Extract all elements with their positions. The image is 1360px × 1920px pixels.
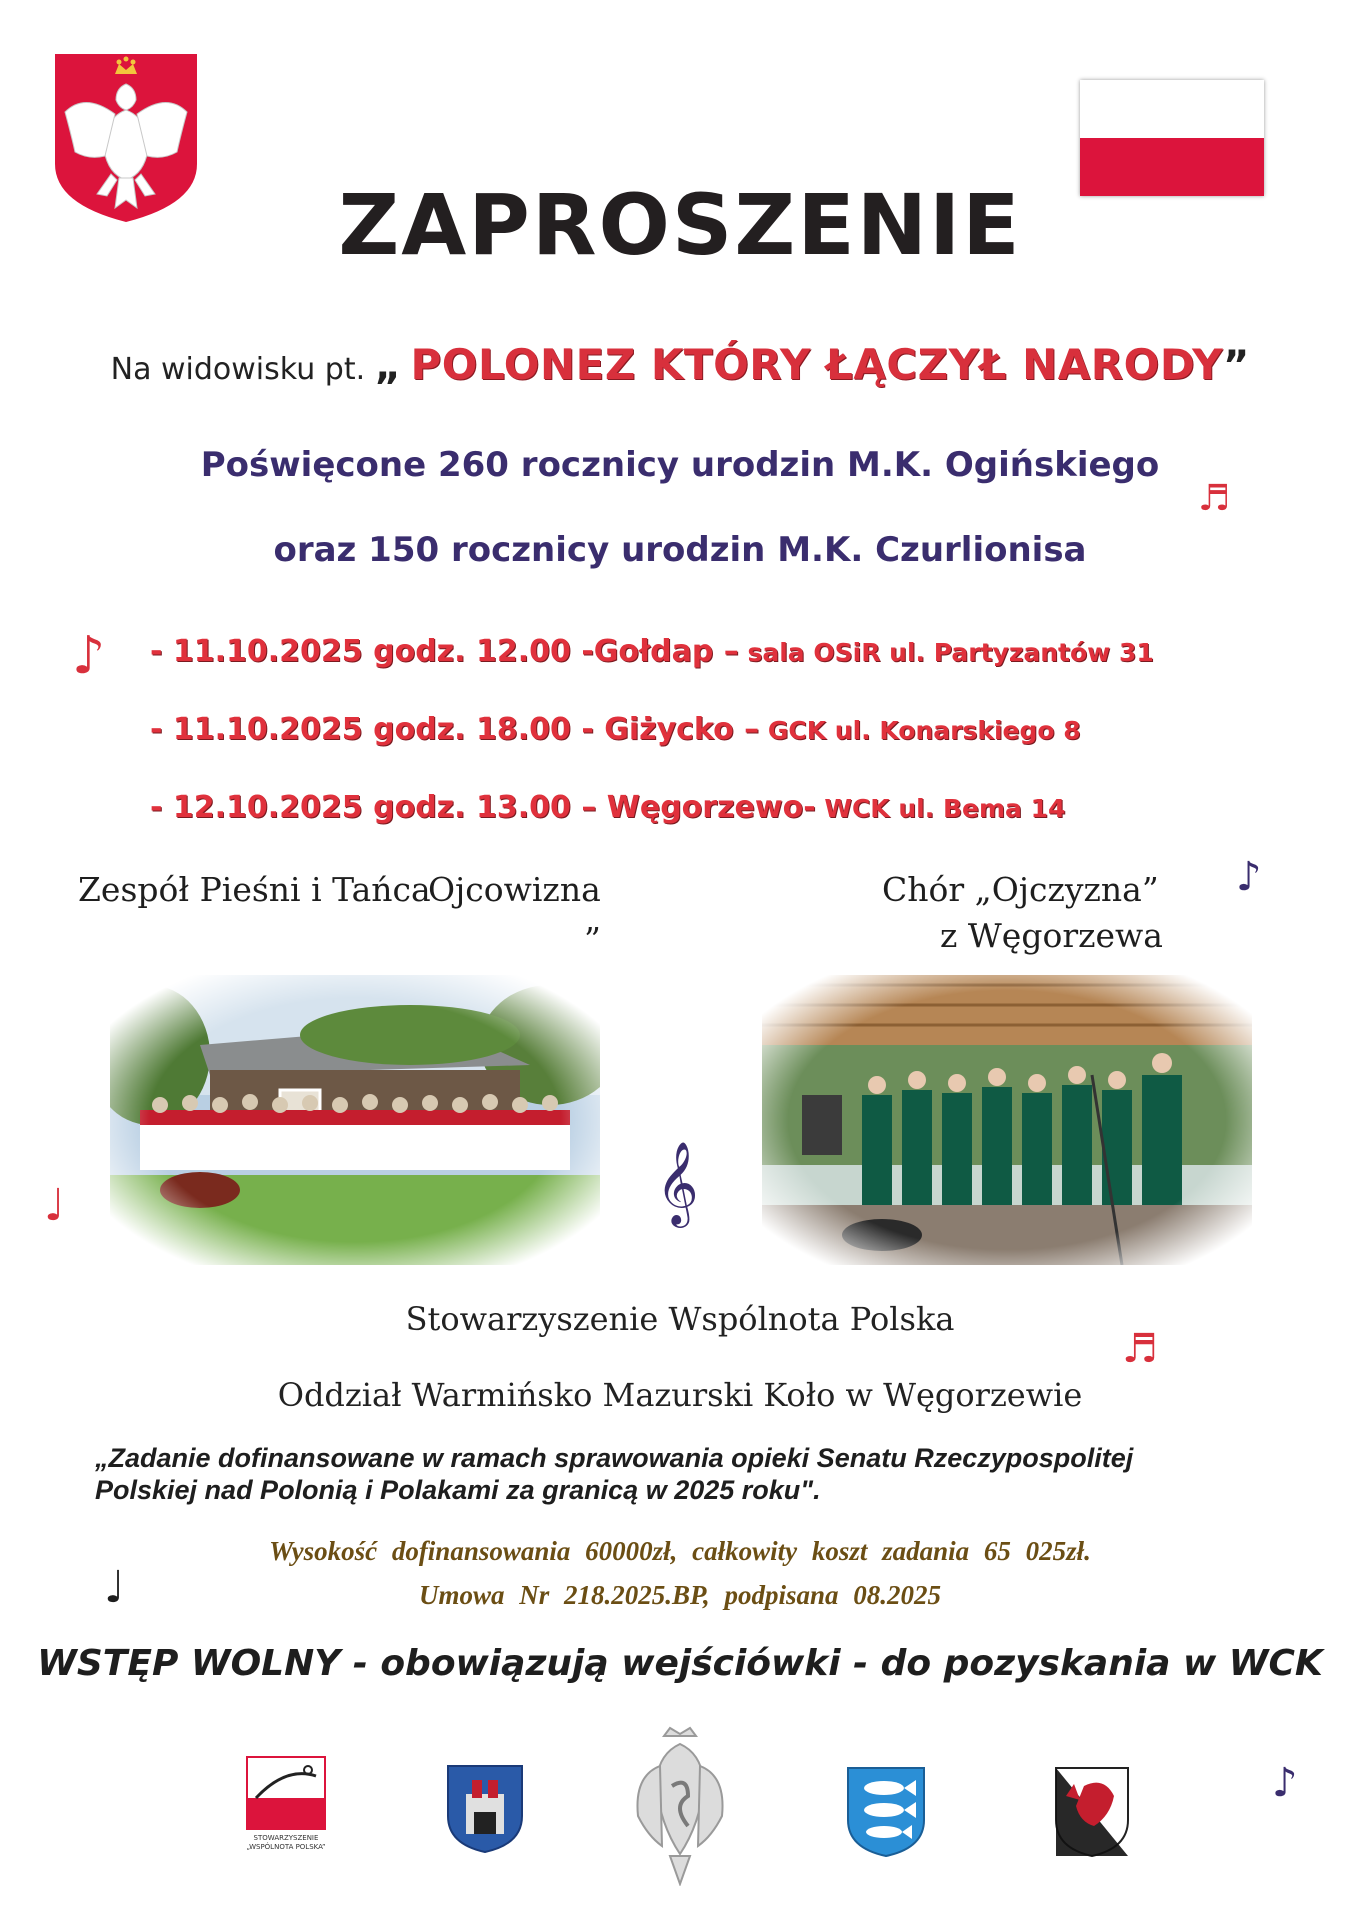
- association-branch: Oddział Warmińsko Mazurski Koło w Węgorzewie: [277, 1376, 1083, 1414]
- dedication-line-2: oraz 150 rocznicy urodzin M.K. Czurlionisa: [273, 530, 1087, 570]
- left-group-quote: ”: [584, 920, 601, 959]
- event-date: - 12.10.2025 godz. 13.00 – Węgorzewo-: [150, 790, 816, 825]
- music-note-icon: ♩: [104, 1562, 125, 1613]
- choir-photo: [762, 975, 1252, 1265]
- intro-prefix: Na widowisku pt.: [110, 352, 366, 387]
- dedication-line-1: Poświęcone 260 rocznicy urodzin M.K. Ogińskiego: [200, 445, 1160, 485]
- funding-amount: Wysokość dofinansowania 60000zł, całkowity koszt zadania 65 025zł.: [269, 1536, 1091, 1566]
- music-note-icon: ♪: [1236, 854, 1262, 900]
- music-note-icon: ♪: [72, 626, 106, 686]
- free-entry-notice: WSTĘP WOLNY - obowiązują wejściówki - do pozyskania w WCK: [37, 1643, 1323, 1684]
- open-quote: „: [374, 343, 401, 389]
- event-date: - 11.10.2025 godz. 12.00 -Gołdap –: [150, 634, 739, 669]
- grant-statement: [95, 1442, 1275, 1506]
- coat-of-arms-eagle-icon: [1054, 1766, 1130, 1862]
- treble-clef-icon: 𝄞: [656, 1140, 699, 1224]
- event-wegorzewo: [150, 790, 1065, 825]
- association-name: Stowarzyszenie Wspólnota Polska: [405, 1300, 955, 1338]
- event-place: WCK ul. Bema 14: [815, 794, 1066, 823]
- coat-of-arms-fish-icon: [846, 1766, 926, 1862]
- event-date: - 11.10.2025 godz. 18.00 - Giżycko –: [150, 712, 760, 747]
- silver-eagle-emblem-icon: [634, 1726, 726, 1890]
- left-group-name-2: Ojcowizna: [428, 870, 601, 909]
- event-goldap: [150, 634, 1154, 669]
- show-intro: [0, 340, 1360, 389]
- right-group-line-1: Chór „Ojczyzna”: [882, 870, 1159, 909]
- show-title: POLONEZ KTÓRY ŁĄCZYŁ NARODY: [410, 340, 1224, 389]
- music-note-icon: ♪: [1272, 1760, 1298, 1806]
- music-note-icon: ♩: [44, 1180, 65, 1231]
- coat-of-arms-castle-icon: [446, 1764, 524, 1858]
- page-title: ZAPROSZENIE: [338, 176, 1022, 274]
- grant-line-2: Polskiej nad Polonią i Polakami za granicą w 2025 roku".: [95, 1475, 821, 1505]
- wspolnota-polska-logo: [246, 1756, 326, 1851]
- music-note-icon: ♬: [1122, 1326, 1158, 1372]
- funding-contract: Umowa Nr 218.2025.BP, podpisana 08.2025: [418, 1580, 942, 1610]
- close-quote: ”: [1223, 343, 1250, 389]
- event-place: GCK ul. Konarskiego 8: [759, 716, 1081, 745]
- folk-ensemble-photo: [110, 975, 600, 1265]
- right-group-line-2: z Węgorzewa: [940, 916, 1163, 955]
- grant-line-1: „Zadanie dofinansowane w ramach sprawowania opieki Senatu Rzeczypospolitej: [95, 1443, 1134, 1473]
- event-gizycko: [150, 712, 1081, 747]
- left-group-name: Zespół Pieśni i Tańca: [78, 870, 431, 909]
- music-note-icon: ♬: [1198, 478, 1231, 519]
- event-place: sala OSiR ul. Partyzantów 31: [738, 638, 1154, 667]
- logo-caption: STOWARZYSZENIE „WSPÓLNOTA POLSKA”: [246, 1834, 326, 1851]
